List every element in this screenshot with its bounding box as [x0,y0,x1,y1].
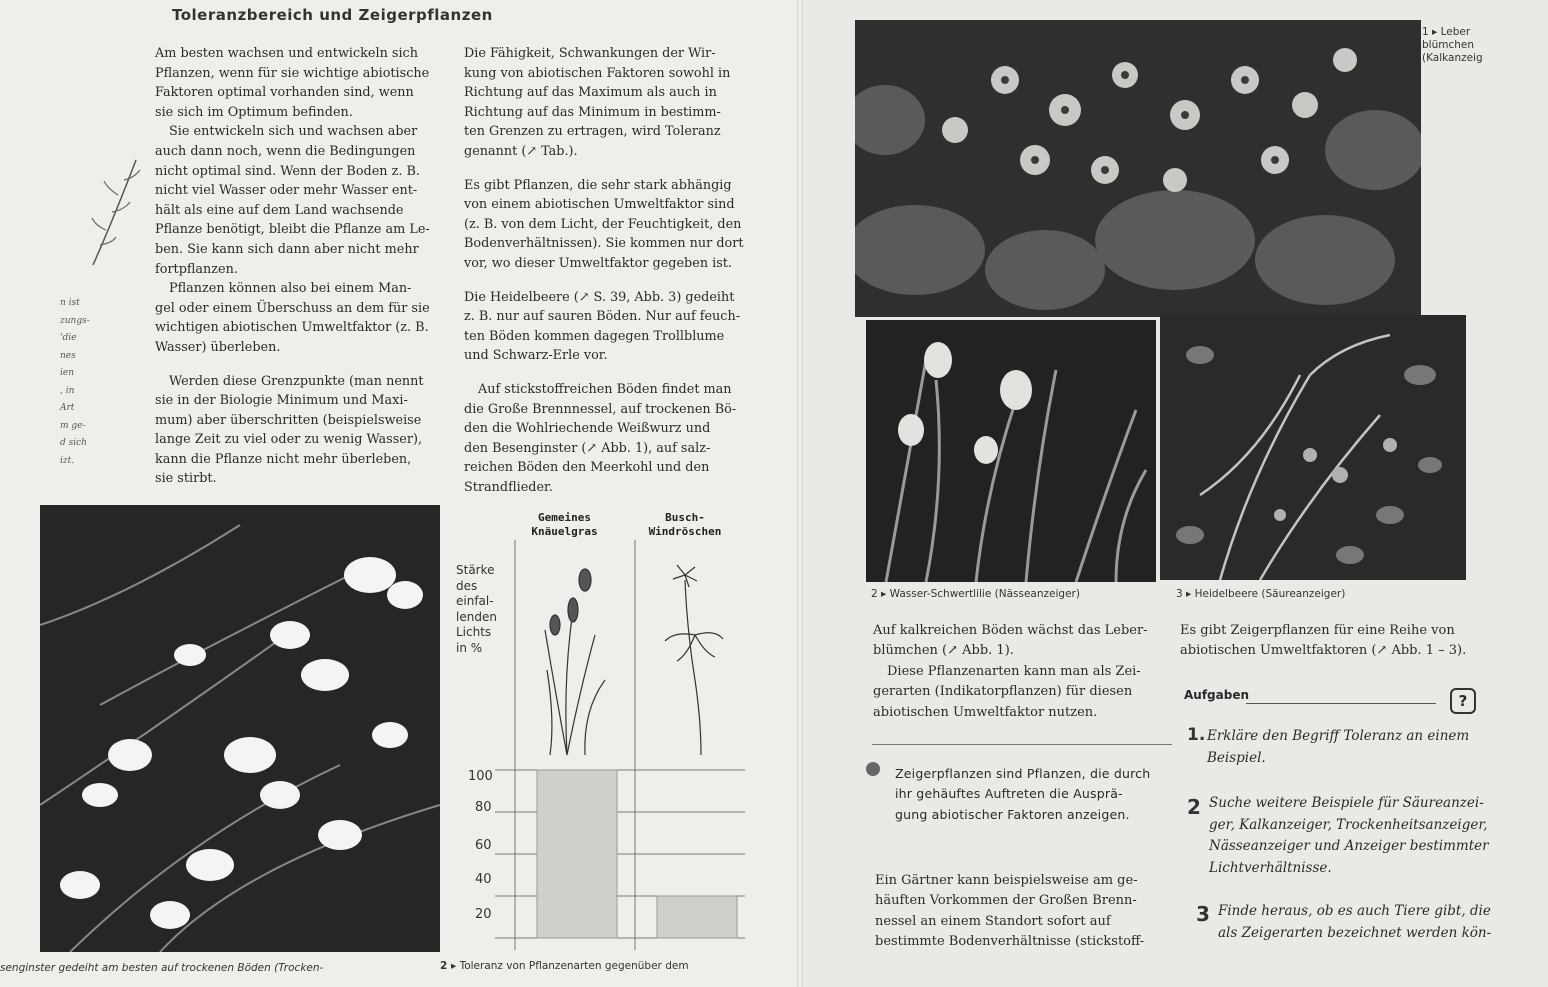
text-line: genannt (↗ Tab.). [464,143,578,159]
text-line: Richtung auf das Minimum in bestimm- [464,104,721,120]
text-line: Pflanzen, wenn für sie wichtige abiotische [155,65,430,81]
text-line: Pflanzen können also bei einem Man- [169,281,412,297]
broom-photo [40,505,440,952]
text-line: sie stirbt. [155,471,217,487]
text-block-zeigerpflanzen [873,621,1173,723]
task-number: 3 [1196,902,1210,926]
margin-note: nes [60,350,76,361]
text-block-gaertner [875,871,1175,953]
text-line: wichtigen abiotischen Umweltfaktor (z. B. [155,320,429,336]
task-number: 1. [1187,725,1206,745]
blueberry-caption: 3 ▸ Heidelbeere (Säureanzeiger) [1176,588,1346,600]
text-line: nicht optimal sind. Wenn der Boden z. B. [155,163,420,179]
help-icon[interactable]: ? [1450,688,1476,714]
text-line: Strandflieder. [464,479,553,495]
text-line: hält als eine auf dem Land wachsende [155,202,404,218]
chart-side-label: Stärke des einfal- lenden Lichts in % [456,563,497,655]
margin-note: zungs- [60,315,90,326]
text-line: abiotischen Umweltfaktor nutzen. [873,704,1098,720]
chart-column-head: Busch-Windröschen [648,511,722,538]
text-line: und Schwarz-Erle vor. [464,348,608,364]
text-line: sie in der Biologie Minimum und Maxi- [155,393,408,409]
text-line: Zeigerpflanzen sind Pflanzen, die durch [895,766,1151,781]
y-tick: 40 [475,872,492,887]
text-line: kung von abiotischen Faktoren sowohl in [464,65,731,81]
hepatica-caption: 1 ▸ Leber blümchen (Kalkanzeig [1422,26,1483,64]
page-title: Toleranzbereich und Zeigerpflanzen [172,6,493,24]
text-line: ten Böden kommen dagegen Trollblume [464,328,725,344]
text-line: fortpflanzen. [155,261,238,277]
text-line: ben. Sie kann sich dann aber nicht mehr [155,241,419,257]
blueberry-photo [1160,315,1466,580]
text-line: gel oder einem Überschuss an dem für sie [155,300,430,316]
text-line: Wasser) überleben. [155,339,281,355]
chart-column-head: Gemeines Knäuelgras [531,511,598,538]
definition-rule [872,744,1172,745]
margin-note: Art [60,403,75,413]
text-line: blümchen (↗ Abb. 1). [873,643,1014,659]
text-column-middle [464,44,756,497]
tolerance-bar [657,896,737,938]
text-line: gung abiotischer Faktoren anzeigen. [895,806,1130,822]
text-line: Am besten wachsen und entwickeln sich [155,46,418,61]
text-line: auch dann noch, wenn die Bedingungen [155,143,416,159]
text-line: kann die Pflanze nicht mehr überleben, [155,451,412,467]
task-number: 2 [1187,795,1201,819]
text-line: abiotischen Umweltfaktoren (↗ Abb. 1 – 3). [1180,643,1467,659]
text-line: Ein Gärtner kann beispielsweise am ge- [875,873,1138,888]
text-line: reichen Böden den Meerkohl und den [464,460,710,476]
definition-icon [866,762,880,776]
tolerance-chart [455,540,775,960]
plant-sprig-illustration [88,150,148,270]
text-line: nicht viel Wasser oder mehr Wasser ent- [155,183,418,199]
margin-note: n ist [60,298,80,308]
text-line: den Besenginster (↗ Abb. 1), auf salz- [464,440,711,456]
margin-note: m ge- [60,420,86,431]
text-line: ten Grenzen zu ertragen, wird Toleranz [464,124,721,140]
tasks-heading: Aufgaben [1184,688,1250,702]
iris-caption: 2 ▸ Wasser-Schwertlilie (Nässeanzeiger) [871,588,1080,600]
text-line: z. B. nur auf sauren Böden. Nur auf feuch- [464,309,741,325]
text-line: Es gibt Zeigerpflanzen für eine Reihe von [1180,623,1455,638]
text-line: von einem abiotischen Umweltfaktor sind [464,197,735,213]
margin-note: d sich [60,438,87,448]
broom-caption: senginster gedeiht am besten auf trockenen Böden (Trocken- [0,962,324,974]
text-line: Diese Pflanzenarten kann man als Zei- [887,663,1141,679]
text-line: Richtung auf das Maximum als auch in [464,85,717,101]
text-line: Pflanze benötigt, bleibt die Pflanze am Le- [155,222,430,238]
text-line: ihr gehäuftes Auftreten die Ausprä- [895,786,1123,802]
text-line: Die Heidelbeere (↗ S. 39, Abb. 3) gedeiht [464,289,735,305]
task-item: Erkläre den Begriff Toleranz an einem Beispiel. [1207,728,1470,766]
text-line: häuften Vorkommen der Großen Brenn- [875,893,1137,909]
text-column-left [155,44,457,489]
text-line: Auf kalkreichen Böden wächst das Leber- [873,623,1148,638]
text-line: lange Zeit zu viel oder zu wenig Wasser), [155,432,423,448]
hepatica-photo [855,20,1421,317]
text-line: Sie entwickeln sich und wachsen aber [169,124,418,140]
margin-notes [60,295,90,470]
text-line: gerarten (Indikatorpflanzen) für diesen [873,684,1133,700]
text-line: sie sich im Optimum befinden. [155,104,353,120]
iris-photo [866,320,1156,582]
text-line: nessel an einem Standort sofort auf [875,913,1111,929]
y-tick: 80 [475,800,492,815]
text-block-intro [1180,621,1510,662]
tolerance-bar [537,770,617,938]
margin-note: ien [60,368,75,378]
y-tick: 100 [468,769,493,784]
margin-note: , in [60,385,75,396]
y-tick: 20 [475,907,492,922]
text-line: Die Fähigkeit, Schwankungen der Wir- [464,46,716,61]
text-line: (z. B. von dem Licht, der Feuchtigkeit, den [464,216,742,232]
margin-note: 'die [60,333,77,343]
grass-illustration [545,569,605,755]
text-line: Auf stickstoffreichen Böden findet man [478,381,732,397]
task-item: Suche weitere Beispiele für Säureanzei- ger, Kalkanzeiger, Trockenheitsanzeiger, Nässeanzeiger und Anzeiger bestimmter Lichtverhältnisse. [1209,795,1489,876]
text-line: Bodenverhältnissen). Sie kommen nur dort [464,236,744,252]
y-tick: 60 [475,838,492,853]
text-line: bestimmte Bodenverhältnisse (stickstoff- [875,934,1145,950]
chart-caption: 2 ▸ Toleranz von Pflanzenarten gegenüber dem [440,960,689,972]
text-line: Faktoren optimal vorhanden sind, wenn [155,85,414,101]
text-line: Werden diese Grenzpunkte (man nennt [169,373,424,389]
text-line: Es gibt Pflanzen, die sehr stark abhängig [464,177,732,193]
definition-box [895,764,1175,825]
book-fold [797,0,803,987]
task-item: Finde heraus, ob es auch Tiere gibt, die als Zeigerarten bezeichnet werden kön- [1218,903,1492,941]
text-line: vor, wo dieser Umweltfaktor gegeben ist. [464,255,732,271]
tasks-rule [1246,703,1436,704]
text-line: mum) aber überschritten (beispielsweise [155,412,422,428]
text-line: den die Wohlriechende Weißwurz und [464,421,711,437]
margin-note: izt. [60,455,75,466]
text-line: die Große Brennnessel, auf trockenen Bö- [464,401,737,417]
anemone-illustration [665,565,723,755]
